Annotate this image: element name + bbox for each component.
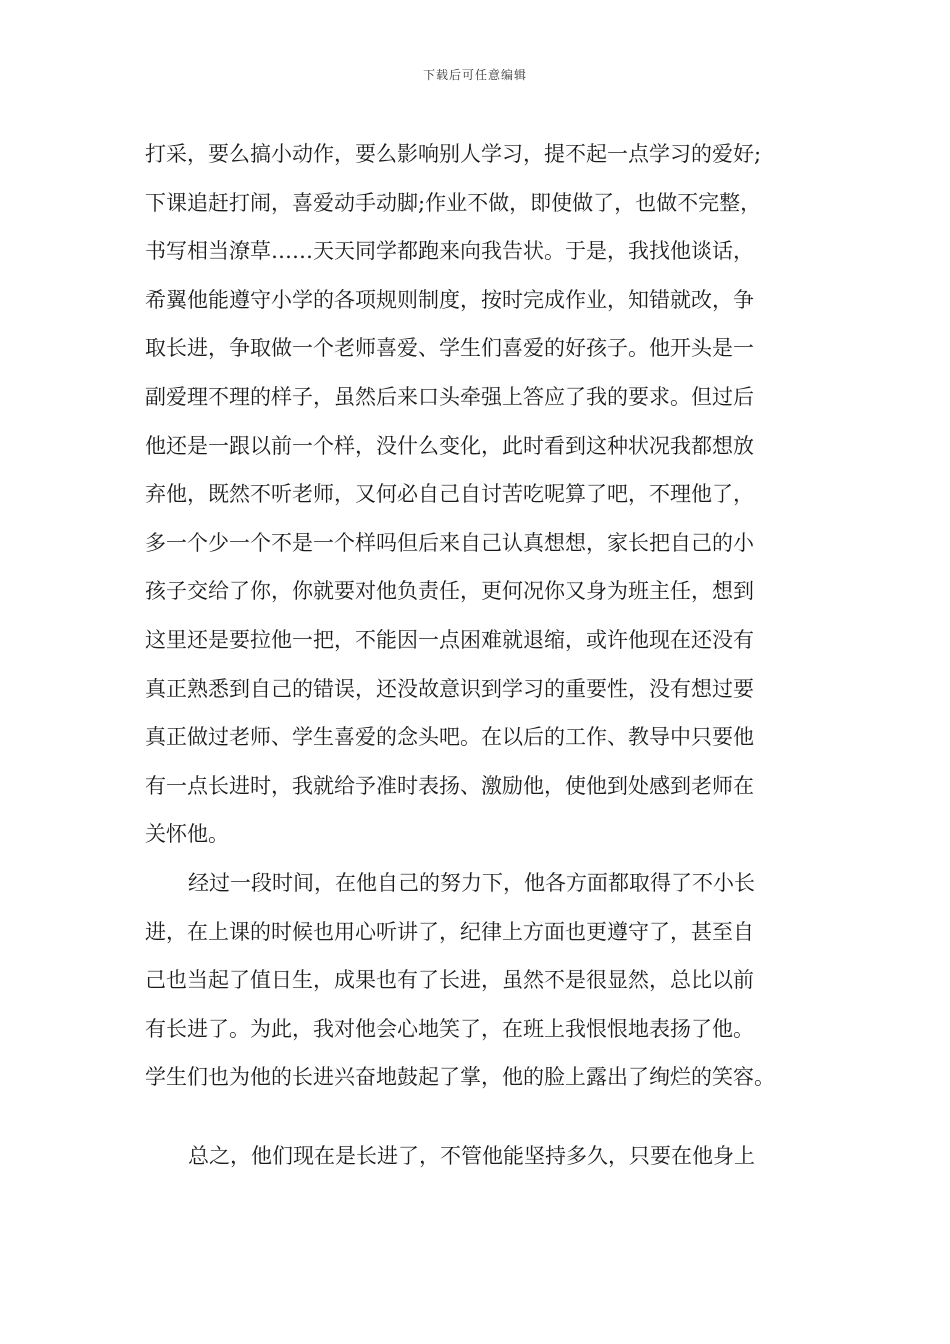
text-line: 真正做过老师、学生喜爱的念头吧。在以后的工作、教导中只要他 [145,725,754,750]
text-line: 这里还是要拉他一把，不能因一点困难就退缩，或许他现在还没有 [145,627,754,652]
text-line: 有长进了。为此，我对他会心地笑了，在班上我恨恨地表扬了他。 [145,1016,754,1041]
document-body [145,130,810,1180]
text-line: 学生们也为他的长进兴奋地鼓起了掌，他的脸上露出了绚烂的笑容。 [145,1065,775,1090]
text-line: 弃他，既然不听老师，又何必自己自讨苦吃呢算了吧，不理他了， [145,482,754,507]
text-line: 经过一段时间，在他自己的努力下，他各方面都取得了不小长 [188,870,755,895]
paragraph-spacer [145,1102,810,1132]
text-line: 有一点长进时，我就给予准时表扬、激励他，使他到处感到老师在 [145,773,754,798]
text-line: 孩子交给了你，你就要对他负责任，更何况你又身为班主任，想到 [145,579,754,604]
text-line: 进，在上课的时候也用心听讲了，纪律上方面也更遵守了，甚至自 [145,919,754,944]
page-header: 下载后可任意编辑 [422,68,527,82]
text-line: 他还是一跟以前一个样，没什么变化，此时看到这种状况我都想放 [145,433,754,458]
text-line: 关怀他。 [145,822,229,847]
text-line: 打采，要么搞小动作，要么影响别人学习，提不起一点学习的爱好; [145,142,762,166]
text-line: 多一个少一个不是一个样吗但后来自己认真想想，家长把自己的小 [145,530,754,555]
text-line: 下课追赶打闹，喜爱动手动脚;作业不做，即使做了，也做不完整， [145,190,762,215]
text-line: 取长进，争取做一个老师喜爱、学生们喜爱的好孩子。他开头是一 [145,336,754,361]
text-line: 总之，他们现在是长进了，不管他能坚持多久，只要在他身上 [188,1143,755,1168]
text-line: 副爱理不理的样子，虽然后来口头牵强上答应了我的要求。但过后 [145,384,754,409]
text-line: 己也当起了值日生，成果也有了长进，虽然不是很显然，总比以前 [145,968,754,993]
paragraph-2 [145,859,810,1102]
paragraph-1 [145,130,810,859]
text-line: 书写相当潦草……天天同学都跑来向我告状。于是，我找他谈话， [145,239,754,264]
text-line: 希翼他能遵守小学的各项规则制度，按时完成作业，知错就改，争 [145,287,754,312]
paragraph-3 [145,1132,810,1181]
text-line: 真正熟悉到自己的错误，还没故意识到学习的重要性，没有想过要 [145,676,754,701]
